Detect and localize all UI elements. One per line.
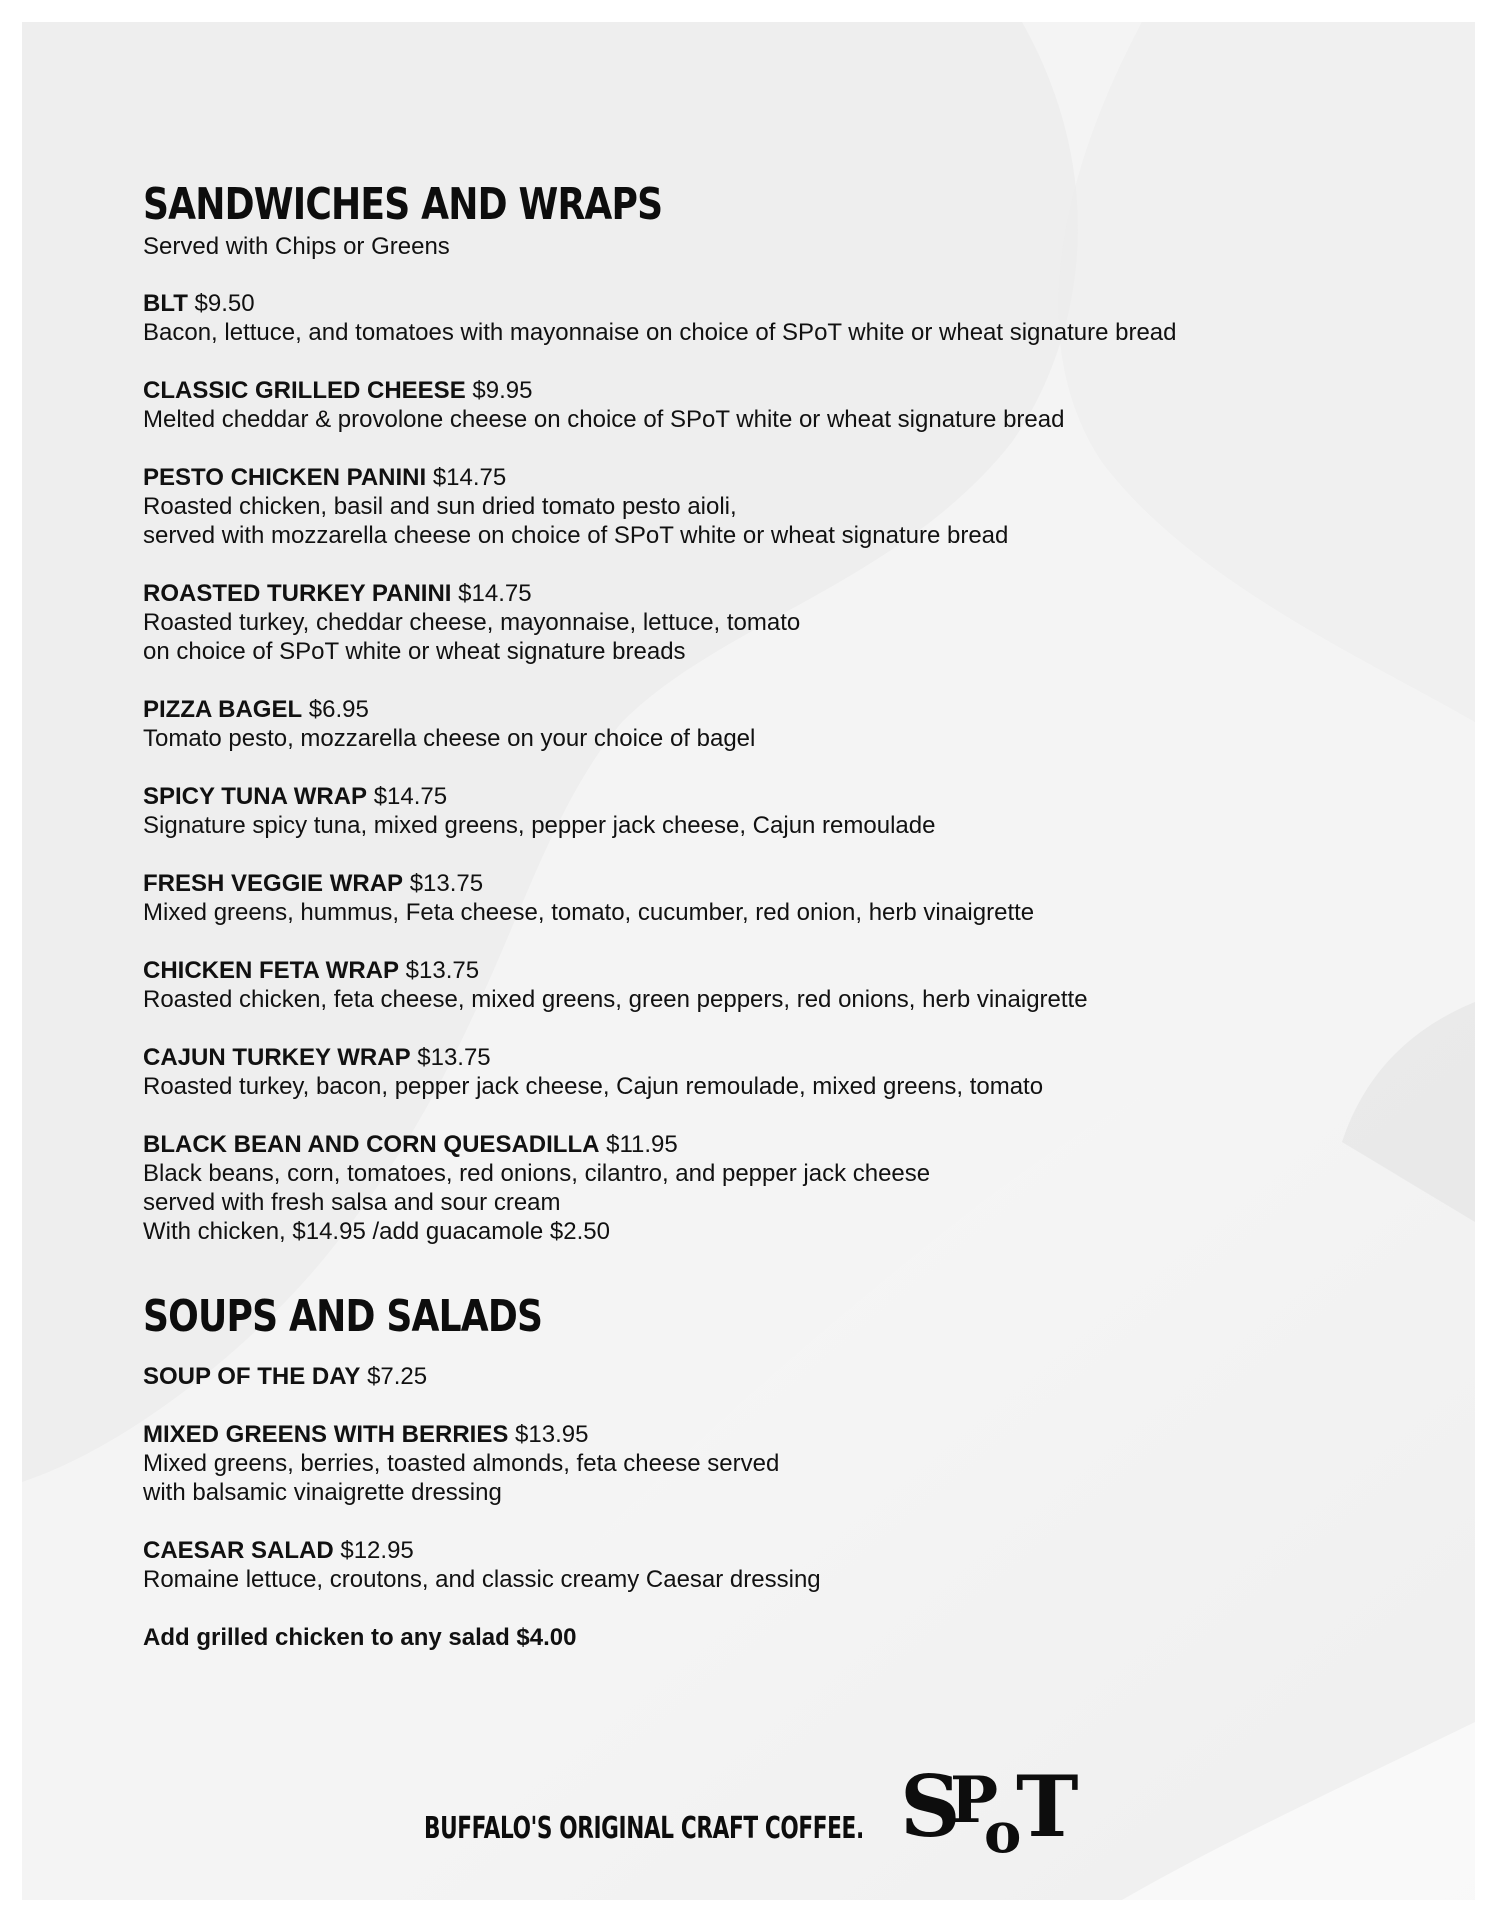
item-price: $9.50: [194, 290, 255, 317]
menu-item-chicken-feta-wrap: [143, 956, 1343, 1014]
item-description: Roasted turkey, cheddar cheese, mayonnaise, lettuce, tomato: [143, 609, 801, 636]
item-description: Roasted chicken, basil and sun dried tomato pesto aioli,: [143, 493, 737, 520]
svg-text:P: P: [950, 1763, 995, 1838]
svg-text:o: o: [984, 1800, 1022, 1858]
item-description: Black beans, corn, tomatoes, red onions, cilantro, and pepper jack cheese: [143, 1160, 931, 1187]
svg-text:S: S: [900, 1762, 955, 1856]
item-description: with balsamic vinaigrette dressing: [143, 1479, 502, 1506]
menu-item-soup-of-the-day: [143, 1362, 1343, 1391]
item-price: $13.75: [405, 957, 480, 984]
item-price: $7.25: [367, 1363, 428, 1390]
item-name: PESTO CHICKEN PANINI: [143, 464, 427, 491]
footer: [424, 1762, 1080, 1858]
item-description: Romaine lettuce, croutons, and classic creamy Caesar dressing: [143, 1566, 821, 1593]
item-title-line: [143, 1130, 1343, 1159]
item-title-line: [143, 579, 1343, 608]
item-name: CAESAR SALAD: [143, 1537, 334, 1564]
item-name: CAJUN TURKEY WRAP: [143, 1044, 411, 1071]
menu-item-blt: [143, 289, 1343, 347]
item-name: FRESH VEGGIE WRAP: [143, 870, 404, 897]
menu-item-roasted-turkey-panini: [143, 579, 1343, 666]
item-name: MIXED GREENS WITH BERRIES: [143, 1421, 509, 1448]
item-name: BLACK BEAN AND CORN QUESADILLA: [143, 1131, 600, 1158]
item-price: $14.75: [432, 464, 507, 491]
menu-item-pizza-bagel: [143, 695, 1343, 753]
item-description: Bacon, lettuce, and tomatoes with mayonnaise on choice of SPoT white or wheat signature bread: [143, 319, 1177, 346]
item-price: $14.75: [373, 783, 448, 810]
item-name: BLT: [143, 290, 188, 317]
item-title-line: [143, 869, 1343, 898]
menu-item-classic-grilled-cheese: [143, 376, 1343, 434]
item-price: $14.75: [458, 580, 532, 607]
salad-addon-note: Add grilled chicken to any salad $4.00: [143, 1624, 577, 1651]
item-description: With chicken, $14.95 /add guacamole $2.50: [143, 1218, 610, 1245]
item-description: Roasted chicken, feta cheese, mixed greens, green peppers, red onions, herb vinaigrette: [143, 986, 1088, 1013]
item-name: SOUP OF THE DAY: [143, 1363, 361, 1390]
item-description: Mixed greens, hummus, Feta cheese, tomato, cucumber, red onion, herb vinaigrette: [143, 899, 1035, 926]
item-title-line: [143, 289, 1343, 318]
item-title-line: [143, 1043, 1343, 1072]
menu-item-caesar-salad: [143, 1536, 1343, 1594]
item-title-line: [143, 376, 1343, 405]
item-description: Melted cheddar & provolone cheese on choice of SPoT white or wheat signature bread: [143, 406, 1065, 433]
item-price: $12.95: [340, 1537, 414, 1564]
item-description: on choice of SPoT white or wheat signature breads: [143, 638, 686, 665]
footer-tagline: BUFFALO'S ORIGINAL CRAFT COFFEE.: [424, 1811, 864, 1846]
sandwiches-heading: SANDWICHES AND WRAPS: [143, 179, 663, 230]
menu-item-mixed-greens-with-berries: [143, 1420, 1343, 1507]
item-title-line: [143, 782, 1343, 811]
item-price: $9.95: [472, 377, 533, 404]
item-description: Roasted turkey, bacon, pepper jack cheese, Cajun remoulade, mixed greens, tomato: [143, 1073, 1044, 1100]
menu-item-black-bean-corn-quesadilla: [143, 1130, 1343, 1246]
soups-heading: SOUPS AND SALADS: [143, 1291, 543, 1342]
sandwiches-list: [143, 289, 1343, 1246]
item-name: PIZZA BAGEL: [143, 696, 303, 723]
item-title-line: [143, 1362, 1343, 1391]
item-title-line: [143, 1420, 1343, 1449]
item-title-line: [143, 1536, 1343, 1565]
item-price: $11.95: [606, 1131, 678, 1158]
item-description: served with fresh salsa and sour cream: [143, 1189, 561, 1216]
menu-item-pesto-chicken-panini: [143, 463, 1343, 550]
soups-list: [143, 1362, 1343, 1652]
item-description: Mixed greens, berries, toasted almonds, feta cheese served: [143, 1450, 780, 1477]
item-name: ROASTED TURKEY PANINI: [143, 580, 452, 607]
sandwiches-subheading: Served with Chips or Greens: [143, 233, 450, 260]
menu-content: [143, 180, 1343, 1652]
item-name: SPICY TUNA WRAP: [143, 783, 368, 810]
item-price: $13.95: [515, 1421, 589, 1448]
menu-item-fresh-veggie-wrap: [143, 869, 1343, 927]
item-price: $6.95: [308, 696, 369, 723]
item-title-line: [143, 463, 1343, 492]
item-price: $13.75: [417, 1044, 491, 1071]
spot-logo: [900, 1762, 1080, 1858]
item-description: Tomato pesto, mozzarella cheese on your choice of bagel: [143, 725, 756, 752]
menu-item-spicy-tuna-wrap: [143, 782, 1343, 840]
item-description: served with mozzarella cheese on choice of SPoT white or wheat signature bread: [143, 522, 1009, 549]
menu-item-cajun-turkey-wrap: [143, 1043, 1343, 1101]
menu-page: [22, 22, 1475, 1900]
svg-text:T: T: [1016, 1762, 1079, 1856]
item-name: CHICKEN FETA WRAP: [143, 957, 399, 984]
item-name: CLASSIC GRILLED CHEESE: [143, 377, 466, 404]
item-price: $13.75: [409, 870, 484, 897]
item-title-line: [143, 695, 1343, 724]
item-description: Signature spicy tuna, mixed greens, pepper jack cheese, Cajun remoulade: [143, 812, 936, 839]
item-title-line: [143, 956, 1343, 985]
